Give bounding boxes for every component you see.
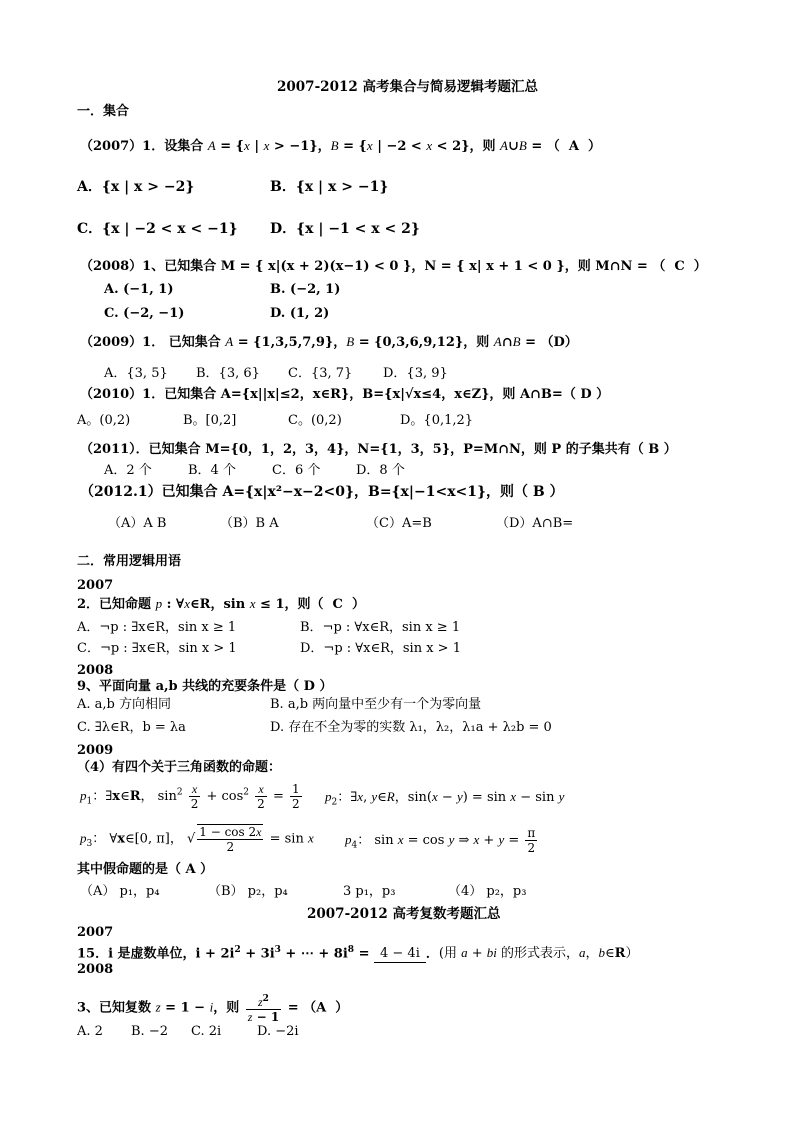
- option-c: C. 2i: [191, 1024, 222, 1039]
- option-a: （A） p₁，p₄: [80, 884, 160, 899]
- option-c: C。(0,2): [288, 413, 342, 428]
- option-a: （A）A B: [108, 516, 167, 531]
- year-label: 2008: [77, 663, 114, 678]
- question-prompt: 其中假命题的是（ A ）: [77, 862, 214, 877]
- option-c: C．{x | −2 < x < −1}: [77, 221, 238, 237]
- option-b: （B） p₂，p₄: [208, 884, 288, 899]
- option-b: B．{3, 6}: [196, 366, 260, 381]
- option-b: B．¬p : ∀x∈R，sin x ≥ 1: [300, 620, 461, 635]
- proposition-p1: $p_1$：∃x∈R， $\sin^2$ $\frac{x}{2}$ + $\cos^2$ $\frac{x}{2}$ = $\frac{1}{2}$: [80, 782, 300, 811]
- option-a: A. 2: [77, 1024, 103, 1039]
- question-2007-logic: 2．已知命题 p : ∀x∈R，sin x ≤ 1，则（ C ）: [77, 596, 365, 612]
- option-c: C．{3, 7}: [288, 366, 353, 381]
- question-2007-sets: （2007）1．设集合 A = {x | x > −1}，B = {x | −2 < x < 2}，则 A∪B = （ A ）: [80, 138, 601, 154]
- option-b: （B）B A: [220, 516, 279, 531]
- question-2010-sets: （2010）1．已知集合 A={x||x|≤2，x∈R}，B={x|√x≤4，x∈Z}，则 A∩B=（ D ）: [80, 387, 610, 402]
- option-d: D．8 个: [356, 463, 405, 478]
- option-c: （C）A=B: [366, 516, 432, 531]
- option-a: A．2 个: [104, 463, 152, 478]
- question-2008-sets: （2008）1、已知集合 M = { x|(x + 2)(x−1) < 0 }，N = { x| x + 1 < 0 }，则 M∩N = （ C ）: [80, 259, 707, 274]
- option-a: A. (−1, 1): [104, 282, 174, 297]
- page-title-complex: 2007-2012 高考复数考题汇总: [307, 906, 501, 922]
- option-d: （4） p₂，p₃: [448, 884, 527, 899]
- section-heading-sets: 一．集合: [77, 104, 130, 119]
- option-c: 3 p₁，p₃: [343, 884, 396, 899]
- year-label: 2007: [77, 925, 114, 940]
- option-d: D．{x | −1 < x < 2}: [270, 221, 420, 237]
- option-b: B. −2: [131, 1024, 168, 1039]
- year-label: 2007: [77, 578, 114, 593]
- option-b: B。[0,2]: [183, 413, 237, 428]
- option-c: C．6 个: [272, 463, 321, 478]
- option-d: D. −2i: [257, 1024, 299, 1039]
- option-d: D. 存在不全为零的实数 λ₁，λ₂，λ₁a + λ₂b = 0: [270, 720, 552, 735]
- option-c: C. (−2, −1): [104, 306, 185, 321]
- option-a: A．{x | x > −2}: [77, 179, 195, 195]
- question-2011-sets: （2011）．已知集合 M={0，1，2，3，4}，N={1，3，5}，P=M∩N，则 P 的子集共有（ B ）: [80, 442, 677, 457]
- option-c: C. ∃λ∈R，b = λa: [77, 720, 186, 735]
- option-a: A。(0,2): [77, 413, 131, 428]
- option-d: D. (1, 2): [270, 306, 330, 321]
- question-2007-complex: 15．i 是虚数单位，$i + 2i^2 + 3i^3$ + ⋯ + $8i^8 = 4 - 4i$ ．(用 a + bi 的形式表示，a，b∈R）: [77, 945, 639, 962]
- question-2009-sets: （2009）1． 已知集合 A = {1,3,5,7,9}，B = {0,3,6,9,12}，则 A∩B = （D）: [80, 334, 578, 350]
- option-d: （D）A∩B=: [496, 516, 574, 531]
- option-c: C．¬p : ∃x∈R，sin x > 1: [77, 641, 237, 656]
- proposition-p3: $p_3$： ∀x∈[0, π]， √ $\frac{1 - \cos 2x}{2}$ = sin x: [80, 825, 314, 854]
- question-2008-logic: 9、平面向量 a,b 共线的充要条件是（ D ）: [77, 679, 333, 694]
- option-a: A. a,b 方向相同: [77, 697, 171, 712]
- option-d: D。{0,1,2}: [400, 413, 474, 428]
- option-b: B．{x | x > −1}: [270, 179, 389, 195]
- option-a: A．¬p : ∃x∈R，sin x ≥ 1: [77, 620, 237, 635]
- option-b: B. (−2, 1): [270, 282, 341, 297]
- question-2012-sets: （2012.1）已知集合 A={x|x²−x−2<0}，B={x|−1<x<1}，则（ B ）: [80, 484, 564, 500]
- option-b: B．4 个: [188, 463, 236, 478]
- option-d: D．¬p : ∀x∈R，sin x > 1: [300, 641, 461, 656]
- question-2008-complex: 3、已知复数 z = 1 − i，则 $\frac{z^2}{z - 1}$ = （A ）: [77, 994, 349, 1024]
- proposition-p4: $p_4$： sin x = cos y ⇒ x + y = $\frac{\pi}{2}$: [345, 826, 536, 855]
- option-d: D．{3, 9}: [383, 366, 448, 381]
- proposition-p2: $p_2$：∃x, y∈R，sin(x − y) = sin x − sin y: [325, 789, 565, 808]
- option-b: B. a,b 两向量中至少有一个为零向量: [270, 697, 482, 712]
- year-label: 2008: [77, 962, 114, 977]
- option-a: A．{3, 5}: [104, 366, 168, 381]
- question-2009-logic: （4）有四个关于三角函数的命题：: [77, 760, 282, 775]
- year-label: 2009: [77, 743, 114, 758]
- section-heading-logic: 二．常用逻辑用语: [77, 554, 182, 569]
- page-title: 2007-2012 高考集合与简易逻辑考题汇总: [277, 79, 538, 95]
